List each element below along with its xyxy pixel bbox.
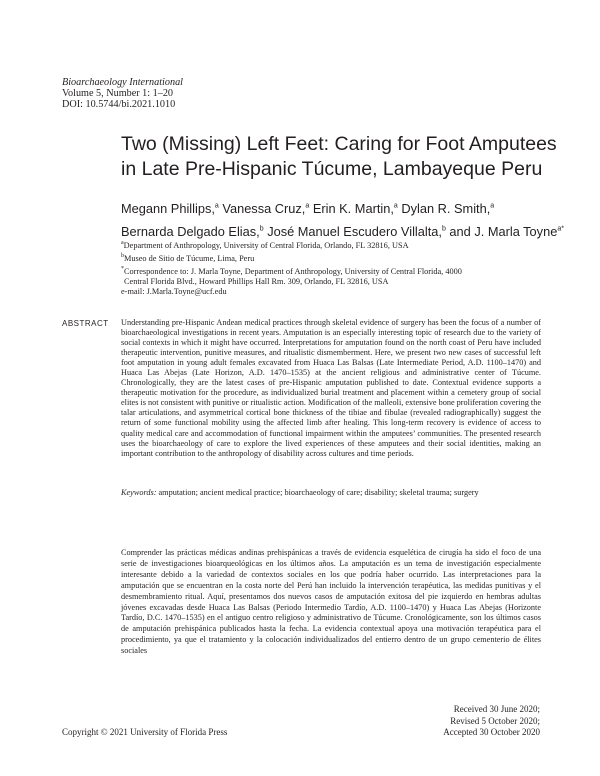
affiliations: [121, 238, 591, 297]
author: Erin K. Martin,$^a$: [312, 201, 398, 217]
author: Megann Phillips,$^a$: [121, 201, 219, 217]
keywords-label: Keywords:: [121, 488, 157, 497]
accepted-date: Accepted 30 October 2020: [443, 727, 540, 737]
author: José Manuel Escudero Villalta,$^b$: [267, 223, 446, 239]
journal-name: Bioarchaeology International: [62, 77, 184, 88]
correspondence-address: Central Florida Blvd., Howard Phillips Hall Rm. 309, Orlando, FL 32816, USA: [124, 276, 389, 286]
author: Bernarda Delgado Elias,$^b$: [121, 223, 264, 239]
dates-block: [443, 704, 540, 739]
journal-doi: DOI: 10.5744/bi.2021.1010: [62, 99, 176, 110]
author: and J. Marla Toyne$^{a*}$: [449, 223, 564, 239]
copyright: Copyright © 2021 University of Florida Press: [62, 727, 228, 737]
received-date: Received 30 June 2020;: [453, 704, 540, 714]
affiliation-a: $^a$Department of Anthropology, University of Central Florida, Orlando, FL 32816, USA: [121, 240, 409, 250]
keywords: [121, 488, 541, 498]
revised-date: Revised 5 October 2020;: [450, 715, 540, 726]
article-title-line-2: in Late Pre-Hispanic Túcume, Lambayeque Peru: [121, 158, 543, 180]
author-list: [121, 197, 591, 242]
article-title-line-1: Two (Missing) Left Feet: Caring for Foot Amputees: [121, 133, 557, 155]
abstract-text: Understanding pre-Hispanic Andean medical practices through skeletal evidence of surgery has been the focus of a number of bioarchaeological investigations in recent years. Amputation is an especially interesting topic of research due to the variety of social contexts in which it might have occurred. Interpretations for amputation found on the north coast of Peru have included therapeutic intervention, punitive measures, and ritualistic dismemberment. Here, we present two new cases of successful left foot amputation in young adult females excavated from Huaca Las Balsas (Late Intermediate Period, A.D. 1100–1470) and Huaca Las Abejas (Late Horizon, A.D. 1470–1535) at the ancient religious and administrative center of Túcume. Chronologically, they are the latest cases of pre-Hispanic amputation published to date. Contextual evidence supports a therapeutic motivation for the procedure, as individualized burial treatment and placement within a cemetery group of social elites is not consistent with punitive or ritualistic action. Modification of the malleoli, extensive bone proliferation covering the talar articulations, and asymmetrical cortical bone thickness of the tibiae and fibulae (revealed radiographically) suggest the return of some functional mobility using the affected limb after healing. This long-term recovery is evidence of access to quality medical care and accommodation of functional impairment within the amputees’ communities. The presented research uses the bioarchaeology of care to explore the lived experiences of these amputees and their social identities, making an important contribution to the anthropology of disability across cultures and time periods.: [121, 318, 541, 458]
abstract-label: ABSTRACT: [62, 319, 109, 328]
journal-volume: Volume 5, Number 1: 1–20: [62, 88, 174, 99]
keywords-text: amputation; ancient medical practice; bioarchaeology of care; disability; skeletal trauma; surgery: [158, 488, 479, 497]
author: Vanessa Cruz,$^a$: [222, 201, 310, 217]
correspondence: *Correspondence to: J. Marla Toyne, Department of Anthropology, University of Central Florida, 4000: [121, 265, 462, 276]
affiliation-b: $^b$Museo de Sitio de Túcume, Lima, Peru: [121, 252, 255, 263]
author: Dylan R. Smith,$^a$: [401, 201, 495, 217]
article-title: [121, 132, 591, 182]
correspondence-email[interactable]: e-mail: J.Marla.Toyne@ucf.edu: [121, 287, 227, 297]
spanish-abstract: Comprender las prácticas médicas andinas prehispánicas a través de evidencia esquelética de cirugía ha sido el foco de una serie de investigaciones bioarqueológicas en los últimos años. La amputación es un tema de investigación especialmente interesante debido a la variedad de contextos sociales en los que podría haber ocurrido. Las interpretaciones para la amputación que se encuentran en la costa norte del Perú han incluido la intervención terapéutica, las medidas punitivas y el desmembramiento ritual. Aquí, presentamos dos nuevos casos de amputación exitosa del pie izquierdo en hembras adultas jóvenes excavadas desde Huaca Las Balsas (Periodo Intermedio Tardío, A.D. 1100–1470) y Huaca Las Abejas (Horizonte Tardío, D.C. 1470–1535) en el antiguo centro religioso y administrativo de Túcume. Cronológicamente, son los últimos casos de amputación prehispánica publicados hasta la fecha. La evidencia contextual apoya una motivación terapéutica para el procedimiento, ya que el tratamiento y la colocación individualizados del entierro dentro de un grupo cementerio de élites sociales: [121, 548, 541, 656]
journal-header: [62, 77, 183, 110]
